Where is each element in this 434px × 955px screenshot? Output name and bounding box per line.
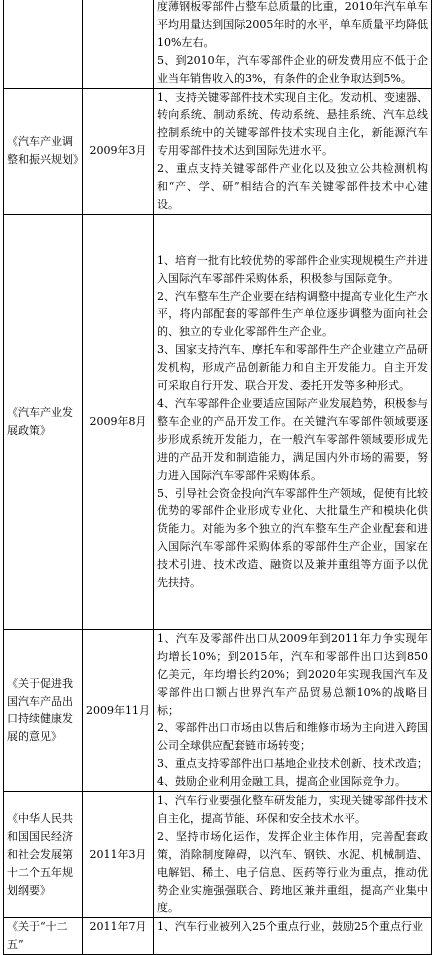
policy-content-cell: [154, 214, 432, 629]
policy-item: 2、零部件出口市场由以售后和维修市场为主向进入跨国公司全球供应配套链市场转变；: [157, 721, 428, 753]
table-row: [4, 629, 432, 791]
table-row: [4, 214, 432, 629]
policy-date-cell: 2009年11月: [83, 629, 154, 791]
policy-date-cell: 2011年3月: [83, 792, 154, 918]
policy-date-cell: 2009年3月: [83, 88, 154, 214]
policy-name-cell: 《关于“十二五”: [4, 918, 83, 955]
policy-name-cell: 《关于促进我国汽车产品出口持续健康发展的意见》: [4, 629, 83, 791]
table-row: [4, 0, 432, 88]
policy-item: 1、汽车及零部件出口从2009年到2011年力争实现年均增长10%；到2015年，汽车和零部件出口达到850亿美元，年均增长约20%；到2020年实现我国汽车及零部件出口额占世界汽车产品贸易总额10%的战略目标；: [157, 631, 428, 717]
policy-content-cell: [154, 629, 432, 791]
policy-date-cell: [83, 0, 154, 88]
table-row: [4, 88, 432, 214]
policy-item: 度薄钢板零部件占整车总质量的比重，2010年汽车单车平均用量达到国际2005年时的水平，单车质量平均降低10%左右。: [157, 0, 428, 49]
policy-item: 1、汽车行业要强化整车研发能力，实现关键零部件技术自主化，提高节能、环保和安全技术水平。: [157, 794, 428, 825]
policy-item: 5、引导社会资金投向汽车零部件生产领域，促使有比较优势的零部件企业形成专业化、大批量生产和模块化供货能力。对能为多个独立的汽车整车生产企业配套和进入国际汽车零部件采购体系的零部件生产企业，国家在技术引进、技术改造、融资以及兼并重组等方面予以优先扶持。: [157, 486, 428, 590]
policy-content-cell: [154, 918, 432, 955]
policy-content-cell: [154, 88, 432, 214]
policy-content-cell: [154, 0, 432, 88]
policy-item: 4、汽车零部件企业要适应国际产业发展趋势，积极参与整车企业的产品开发工作。在关键汽车零部件领域要逐步形成系统开发能力，在一般汽车零部件领域要形成先进的产品开发和制造能力，满足国内外市场的需要，努力进入国际汽车零部件采购体系。: [157, 397, 428, 482]
table-row: [4, 918, 432, 955]
policy-content-cell: [154, 792, 432, 918]
policy-item: 3、国家支持汽车、摩托车和零部件生产企业建立产品研发机构，形成产品创新能力和自主开发能力。自主开发可采取自行开发、联合开发、委托开发等多种形式。: [157, 343, 428, 393]
policy-item: 5、到2010年，汽车零部件企业的研发费用应不低于企业当年销售收入的3%，有条件的企业争取达到5%。: [157, 53, 428, 85]
policy-table: [3, 0, 432, 955]
table-row: [4, 792, 432, 918]
policy-item: 2、汽车整车生产企业要在结构调整中提高专业化生产水平，将内部配套的零部件生产单位逐步调整为面向社会的、独立的专业化零部件生产企业。: [157, 289, 428, 339]
policy-item: 4、鼓励企业利用金融工具，提高企业国际竞争力。: [157, 775, 406, 789]
policy-item: 3、重点支持零部件出口基地企业技术创新、技术改造；: [157, 757, 428, 771]
policy-item: 2、重点支持关键零部件产业化以及独立公共检测机构和“产、学、研”相结合的汽车关键零部件技术中心建设。: [157, 162, 428, 211]
policy-name-cell: 《汽车产业发展政策》: [4, 214, 83, 629]
policy-date-cell: 2009年8月: [83, 214, 154, 629]
policy-item: 1、汽车行业被列入25个重点行业，鼓励25个重点行业: [157, 920, 423, 934]
policy-name-cell: 《中华人民共和国国民经济和社会发展第十二个五年规划纲要》: [4, 792, 83, 918]
policy-name-cell: [4, 0, 83, 88]
policy-item: 2、坚持市场化运作，发挥企业主体作用，完善配套政策，消除制度障碍，以汽车、钢铁、水泥、机械制造、电解铝、稀土、电子信息、医药等行业为重点，推动优势企业实施强强联合、跨地区兼并重组，提高产业集中度。: [157, 829, 428, 915]
policy-date-cell: 2011年7月: [83, 918, 154, 955]
policy-item: 1、支持关键零部件技术实现自主化。发动机、变速器、转向系统、制动系统、传动系统、悬挂系统、汽车总线控制系统中的关键零部件技术实现自主化，新能源汽车专用零部件技术达到国际先进水平。: [157, 90, 428, 158]
policy-item: 1、培育一批有比较优势的零部件企业实现规模生产并进入国际汽车零部件采购体系，积极参与国际竞争。: [157, 253, 428, 285]
policy-name-cell: 《汽车产业调整和振兴规划》: [4, 88, 83, 214]
